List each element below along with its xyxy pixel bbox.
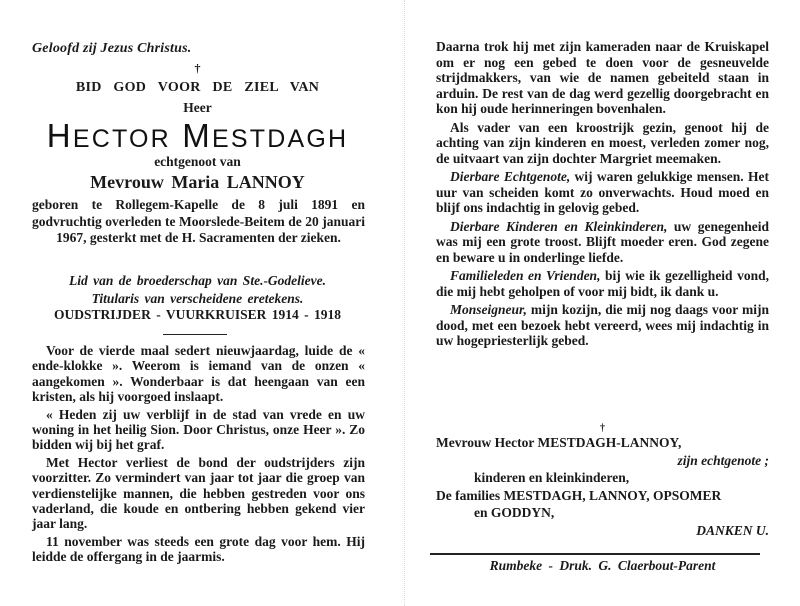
closing-thanks: DANKEN U. bbox=[696, 522, 769, 538]
eulogy-left bbox=[32, 343, 365, 567]
deceased-name bbox=[30, 117, 365, 155]
children-line: kinderen en kleinkinderen, bbox=[474, 470, 630, 485]
address-lead: Monseigneur, bbox=[450, 302, 527, 317]
address-lead: Dierbare Kinderen en Kleinkinderen, bbox=[450, 218, 668, 234]
card-fold-line bbox=[404, 0, 405, 606]
address-children bbox=[436, 219, 769, 266]
eulogy-paragraph: « Heden zij uw verblijf in de stad van vrede en uw woning in het heilig Sion. Door Christus, onze Heer ». Zo bidden wij bij het graf. bbox=[32, 406, 365, 453]
footer-divider bbox=[430, 553, 760, 555]
eulogy-paragraph: Als vader van een kroostrijk gezin, genoot hij de achting van zijn kinderen en moest, verleden zomer nog, de uitvaart van zijn dochter Margriet meemaken. bbox=[436, 119, 769, 166]
biography bbox=[32, 197, 365, 247]
address-monseigneur bbox=[436, 302, 769, 349]
widow-name: Mevrouw Hector MESTDAGH-LANNOY, bbox=[436, 435, 682, 450]
eulogy-right bbox=[436, 39, 769, 352]
address-lead: Dierbare Echtgenote, bbox=[450, 169, 571, 184]
widow-role: zijn echtgenote ; bbox=[677, 452, 769, 468]
honors-line: Titularis van verscheidene eretekens. bbox=[91, 291, 304, 306]
left-panel bbox=[30, 0, 365, 606]
eulogy-paragraph: Met Hector verliest de bond der oudstrijders zijn voorzitter. Zo vermindert van jaar tot jaar die groep van verdienstelijke mannen, die hebben gestreden voor ons vaderland, die koude en ontbering hebben gekend vier jaar lang. bbox=[32, 454, 365, 532]
signatories bbox=[436, 434, 769, 539]
last-name-initial: M bbox=[182, 117, 212, 154]
right-panel bbox=[436, 0, 769, 606]
spouse-name: Mevrouw Maria LANNOY bbox=[90, 172, 305, 192]
opening-invocation: Geloofd zij Jezus Christus. bbox=[32, 41, 192, 56]
spouse-intro: echtgenoot van bbox=[154, 154, 241, 169]
first-name-rest: ECTOR bbox=[72, 125, 171, 153]
membership-line: Lid van de broederschap van Ste.-Godelieve. bbox=[68, 273, 327, 288]
families-line: De families MESTDAGH, LANNOY, OPSOMER bbox=[436, 487, 722, 503]
biography-text: geboren te Rollegem-Kapelle de 8 juli 1891 en godvruchtig overleden te Moorslede-Beitem de 20 januari 1967, gesterkt met de H. Sacramenten der zieken. bbox=[32, 197, 365, 245]
memberships bbox=[30, 272, 365, 308]
first-name-initial: H bbox=[46, 117, 73, 154]
address-family bbox=[436, 268, 769, 299]
printer-credit: Rumbeke - Druk. G. Claerbout-Parent bbox=[489, 558, 716, 573]
address-spouse bbox=[436, 169, 769, 216]
address-text: mijn kozijn, die mij nog daags voor mijn dood, met een bezoek hebt vereerd, wees mij indachtig in uw hogepriesterlijk gebed. bbox=[436, 302, 769, 348]
last-name-rest: ESTDAGH bbox=[211, 125, 349, 153]
address-text: wij waren gelukkige mensen. Het uur van scheiden komt zo onverwachts. Houd moed en blijf ons indachtig in gelovig gebed. bbox=[436, 169, 769, 215]
eulogy-paragraph: Daarna trok hij met zijn kameraden naar de Kruiskapel om er nog een gebed te doen voor de gesneuvelde strijdmakkers, van wie de namen gebeiteld staan in arduin. De rest van de dag werd gezellig doorgebracht en kon hij oude herinneringen bovenhalen. bbox=[436, 39, 769, 116]
prayer-heading: BID GOD VOOR DE ZIEL VAN bbox=[75, 80, 320, 95]
veteran-line: OUDSTRIJDER - VUURKRUISER 1914 - 1918 bbox=[54, 307, 341, 322]
address-text: bij wie ik gezelligheid vond, die mij hebt geholpen of voor mij bidt, ik dank u. bbox=[436, 268, 769, 299]
honorific: Heer bbox=[183, 100, 212, 115]
cross-icon: † bbox=[194, 61, 201, 75]
cross-icon: † bbox=[600, 423, 605, 434]
families-line-cont: en GODDYN, bbox=[474, 505, 555, 520]
eulogy-paragraph: Voor de vierde maal sedert nieuwjaardag, luide de « ende-klokke ». Weerom is iemand van de onzen « aangekomen ». Wonderbaar is dat heengaan van een kristen, als hij voorgoed inslaapt. bbox=[32, 343, 365, 405]
divider bbox=[163, 334, 227, 335]
address-lead: Familieleden en Vrienden, bbox=[450, 268, 601, 283]
eulogy-paragraph: 11 november was steeds een grote dag voor hem. Hij leidde de offergang in de jaarmis. bbox=[32, 533, 365, 565]
address-text: uw genegenheid was mij een grote troost. Blijft moeder eren. God zegene en beware u in onderlinge liefde. bbox=[436, 218, 769, 265]
